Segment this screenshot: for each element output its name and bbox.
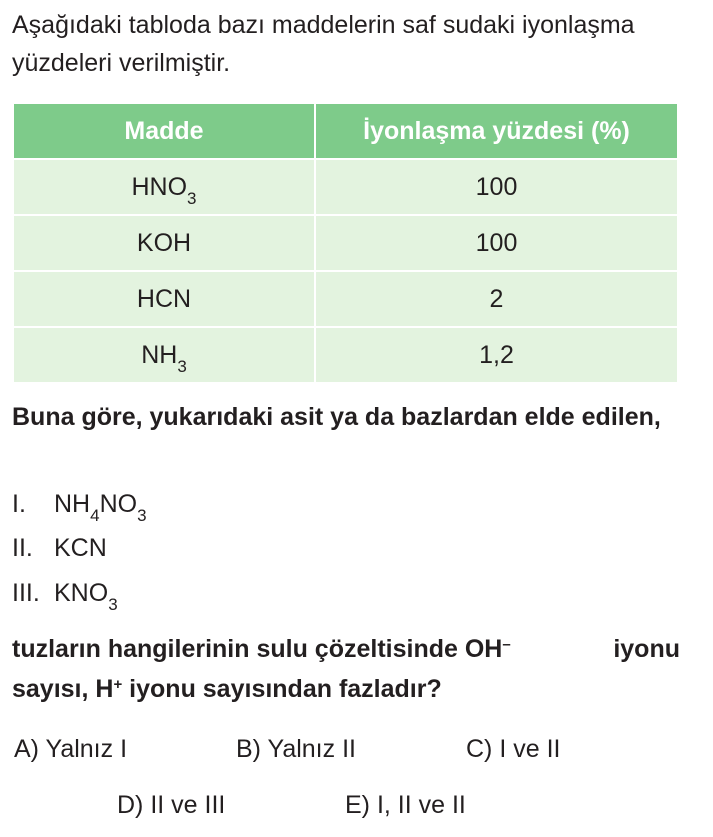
substance-formula: KOH: [136, 228, 192, 257]
ionization-value: 1,2: [315, 327, 678, 383]
table-row: [13, 327, 678, 383]
substance-formula: NH: [141, 340, 178, 369]
formula-part: NH: [54, 490, 91, 518]
table-row: [13, 271, 678, 327]
formula-subscript: 3: [137, 506, 147, 525]
list-item: [12, 578, 118, 614]
option-c[interactable]: C) I ve II: [466, 735, 561, 763]
substance-cell: [13, 215, 315, 271]
question-tail-line1: [12, 629, 511, 669]
ionization-value: 100: [315, 159, 678, 215]
option-e[interactable]: E) I, II ve II: [345, 791, 466, 819]
charge-superscript: +: [113, 676, 123, 693]
option-a[interactable]: A) Yalnız I: [14, 735, 128, 763]
question-text: iyonu: [613, 635, 680, 663]
formula-subscript: 3: [187, 188, 197, 208]
question-text: tuzların hangilerinin sulu çözeltisinde OH: [12, 635, 503, 663]
option-b[interactable]: B) Yalnız II: [236, 735, 356, 763]
substance-cell: [13, 327, 315, 383]
ionization-value: 100: [315, 215, 678, 271]
table-row: [13, 215, 678, 271]
formula-subscript: 3: [108, 595, 118, 614]
table-row: [13, 159, 678, 215]
item-numeral: III.: [12, 579, 40, 607]
column-header-ionization: İyonlaşma yüzdesi (%): [315, 103, 678, 159]
charge-superscript: –: [502, 636, 511, 653]
table-header-row: [13, 103, 678, 159]
list-item: [12, 533, 107, 563]
ionization-table: [12, 102, 679, 384]
list-item: [12, 489, 147, 525]
substance-cell: [13, 159, 315, 215]
question-stem: Buna göre, yukarıdaki asit ya da bazlardan elde edilen,: [12, 403, 661, 431]
formula-part: KCN: [54, 534, 107, 562]
substance-formula: HCN: [136, 284, 192, 313]
intro-text: Aşağıdaki tabloda bazı maddelerin saf sudaki iyonlaşma yüzdeleri verilmiştir.: [12, 11, 635, 77]
question-tail: [12, 629, 680, 709]
formula-subscript: 4: [90, 506, 100, 525]
question-text: iyonu sayısından fazladır?: [129, 675, 442, 703]
ionization-value: 2: [315, 271, 678, 327]
column-header-substance: Madde: [13, 103, 315, 159]
question-text: sayısı, H: [12, 675, 114, 703]
item-numeral: I.: [12, 490, 26, 518]
formula-part: NO: [99, 490, 138, 518]
substance-cell: [13, 271, 315, 327]
formula-subscript: 3: [177, 356, 187, 376]
item-numeral: II.: [12, 534, 33, 562]
formula-part: KNO: [54, 579, 109, 607]
option-d[interactable]: D) II ve III: [117, 791, 226, 819]
substance-formula: HNO: [131, 172, 188, 201]
